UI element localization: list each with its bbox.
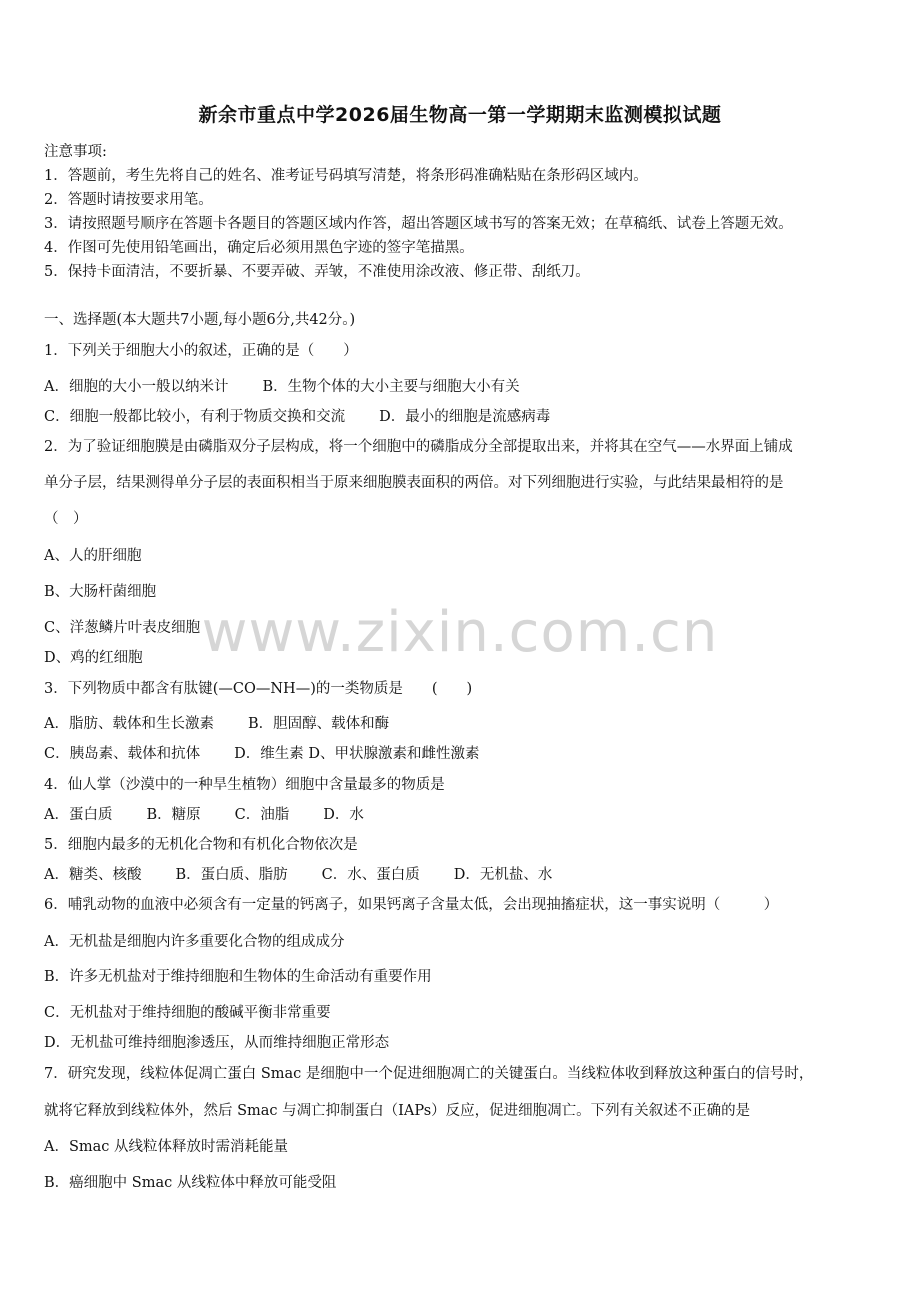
question-1-options-row-1 [44,375,520,396]
question-3-stem: 3．下列物质中都含有肽键(—CO—NH—)的一类物质是 ( ) [44,681,473,697]
option-d: D．无机盐、水 [453,867,553,883]
option-c: C．油脂 [234,807,290,823]
option-a: A．糖类、核酸 [44,867,142,883]
question-4-options [44,803,364,824]
question-5-stem: 5．细胞内最多的无机化合物和有机化合物依次是 [44,837,358,853]
option-c: C．无机盐对于维持细胞的酸碱平衡非常重要 [44,1005,331,1021]
option-c: C、洋葱鳞片叶表皮细胞 [44,620,201,636]
option-c: C．胰岛素、载体和抗体 [44,746,201,762]
question-2-stem-line: （ ） [44,511,88,527]
question-2-stem-line: 单分子层，结果测得单分子层的表面积相当于原来细胞膜表面积的两倍。对下列细胞进行实验，与此结果最相符的是 [44,475,784,491]
question-5-options [44,863,552,884]
option-d: D．无机盐可维持细胞渗透压，从而维持细胞正常形态 [44,1035,390,1051]
option-b: B．许多无机盐对于维持细胞和生物体的生命活动有重要作用 [44,969,432,985]
option-a: A．脂肪、载体和生长激素 [44,716,214,732]
question-7-stem-line: 7．研究发现，线粒体促凋亡蛋白 Smac 是细胞中一个促进细胞凋亡的关键蛋白。当线粒体收到释放这种蛋白的信号时， [44,1066,814,1082]
notice-item: 4．作图可先使用铅笔画出，确定后必须用黑色字迹的签字笔描黑。 [44,240,474,256]
option-a: A．Smac 从线粒体释放时需消耗能量 [44,1139,289,1155]
option-d: D、鸡的红细胞 [44,650,143,666]
option-d: D．最小的细胞是流感病毒 [379,409,551,425]
option-a: A．细胞的大小一般以纳米计 [44,379,229,395]
option-a: A．蛋白质 [44,807,113,823]
notice-item: 2．答题时请按要求用笔。 [44,192,213,208]
question-6-stem: 6．哺乳动物的血液中必须含有一定量的钙离子，如果钙离子含量太低，会出现抽搐症状，这一事实说明（ ） [44,897,779,913]
option-a: A、人的肝细胞 [44,548,142,564]
option-b: B．胆固醇、载体和酶 [247,716,390,732]
watermark: www.zixin.com.cn [201,600,719,665]
option-d: D．维生素 D、甲状腺激素和雌性激素 [234,746,480,762]
section-heading: 一、选择题(本大题共7小题,每小题6分,共42分。) [44,312,356,328]
question-3-options-row-2 [44,742,479,763]
option-c: C．细胞一般都比较小，有利于物质交换和交流 [44,409,346,425]
question-1-stem: 1．下列关于细胞大小的叙述，正确的是（ ） [44,343,358,359]
notice-heading: 注意事项: [44,144,107,160]
option-b: B．生物个体的大小主要与细胞大小有关 [262,379,520,395]
option-b: B、大肠杆菌细胞 [44,584,157,600]
option-b: B．糖原 [146,807,201,823]
option-a: A．无机盐是细胞内许多重要化合物的组成成分 [44,934,345,950]
notice-item: 5．保持卡面清洁，不要折暴、不要弄破、弄皱，不准使用涂改液、修正带、刮纸刀。 [44,264,590,280]
question-1-options-row-2 [44,405,550,426]
option-c: C．水、蛋白质 [321,867,420,883]
option-b: B．癌细胞中 Smac 从线粒体中释放可能受阻 [44,1175,337,1191]
option-b: B．蛋白质、脂肪 [175,867,288,883]
question-4-stem: 4．仙人掌（沙漠中的一种旱生植物）细胞中含量最多的物质是 [44,777,445,793]
question-7-stem-line: 就将它释放到线粒体外，然后 Smac 与凋亡抑制蛋白（IAPs）反应，促进细胞凋亡。下列有关叙述不正确的是 [44,1103,751,1119]
question-3-options-row-1 [44,712,389,733]
page-title: 新余市重点中学2026届生物高一第一学期期末监测模拟试题 [198,104,722,126]
question-2-stem-line: 2．为了验证细胞膜是由磷脂双分子层构成，将一个细胞中的磷脂成分全部提取出来，并将其在空气——水界面上铺成 [44,439,793,455]
notice-item: 1．答题前，考生先将自己的姓名、准考证号码填写清楚，将条形码准确粘贴在条形码区域内。 [44,168,648,184]
option-d: D．水 [323,807,364,823]
notice-item: 3．请按照题号顺序在答题卡各题目的答题区域内作答，超出答题区域书写的答案无效；在草稿纸、试卷上答题无效。 [44,216,793,232]
